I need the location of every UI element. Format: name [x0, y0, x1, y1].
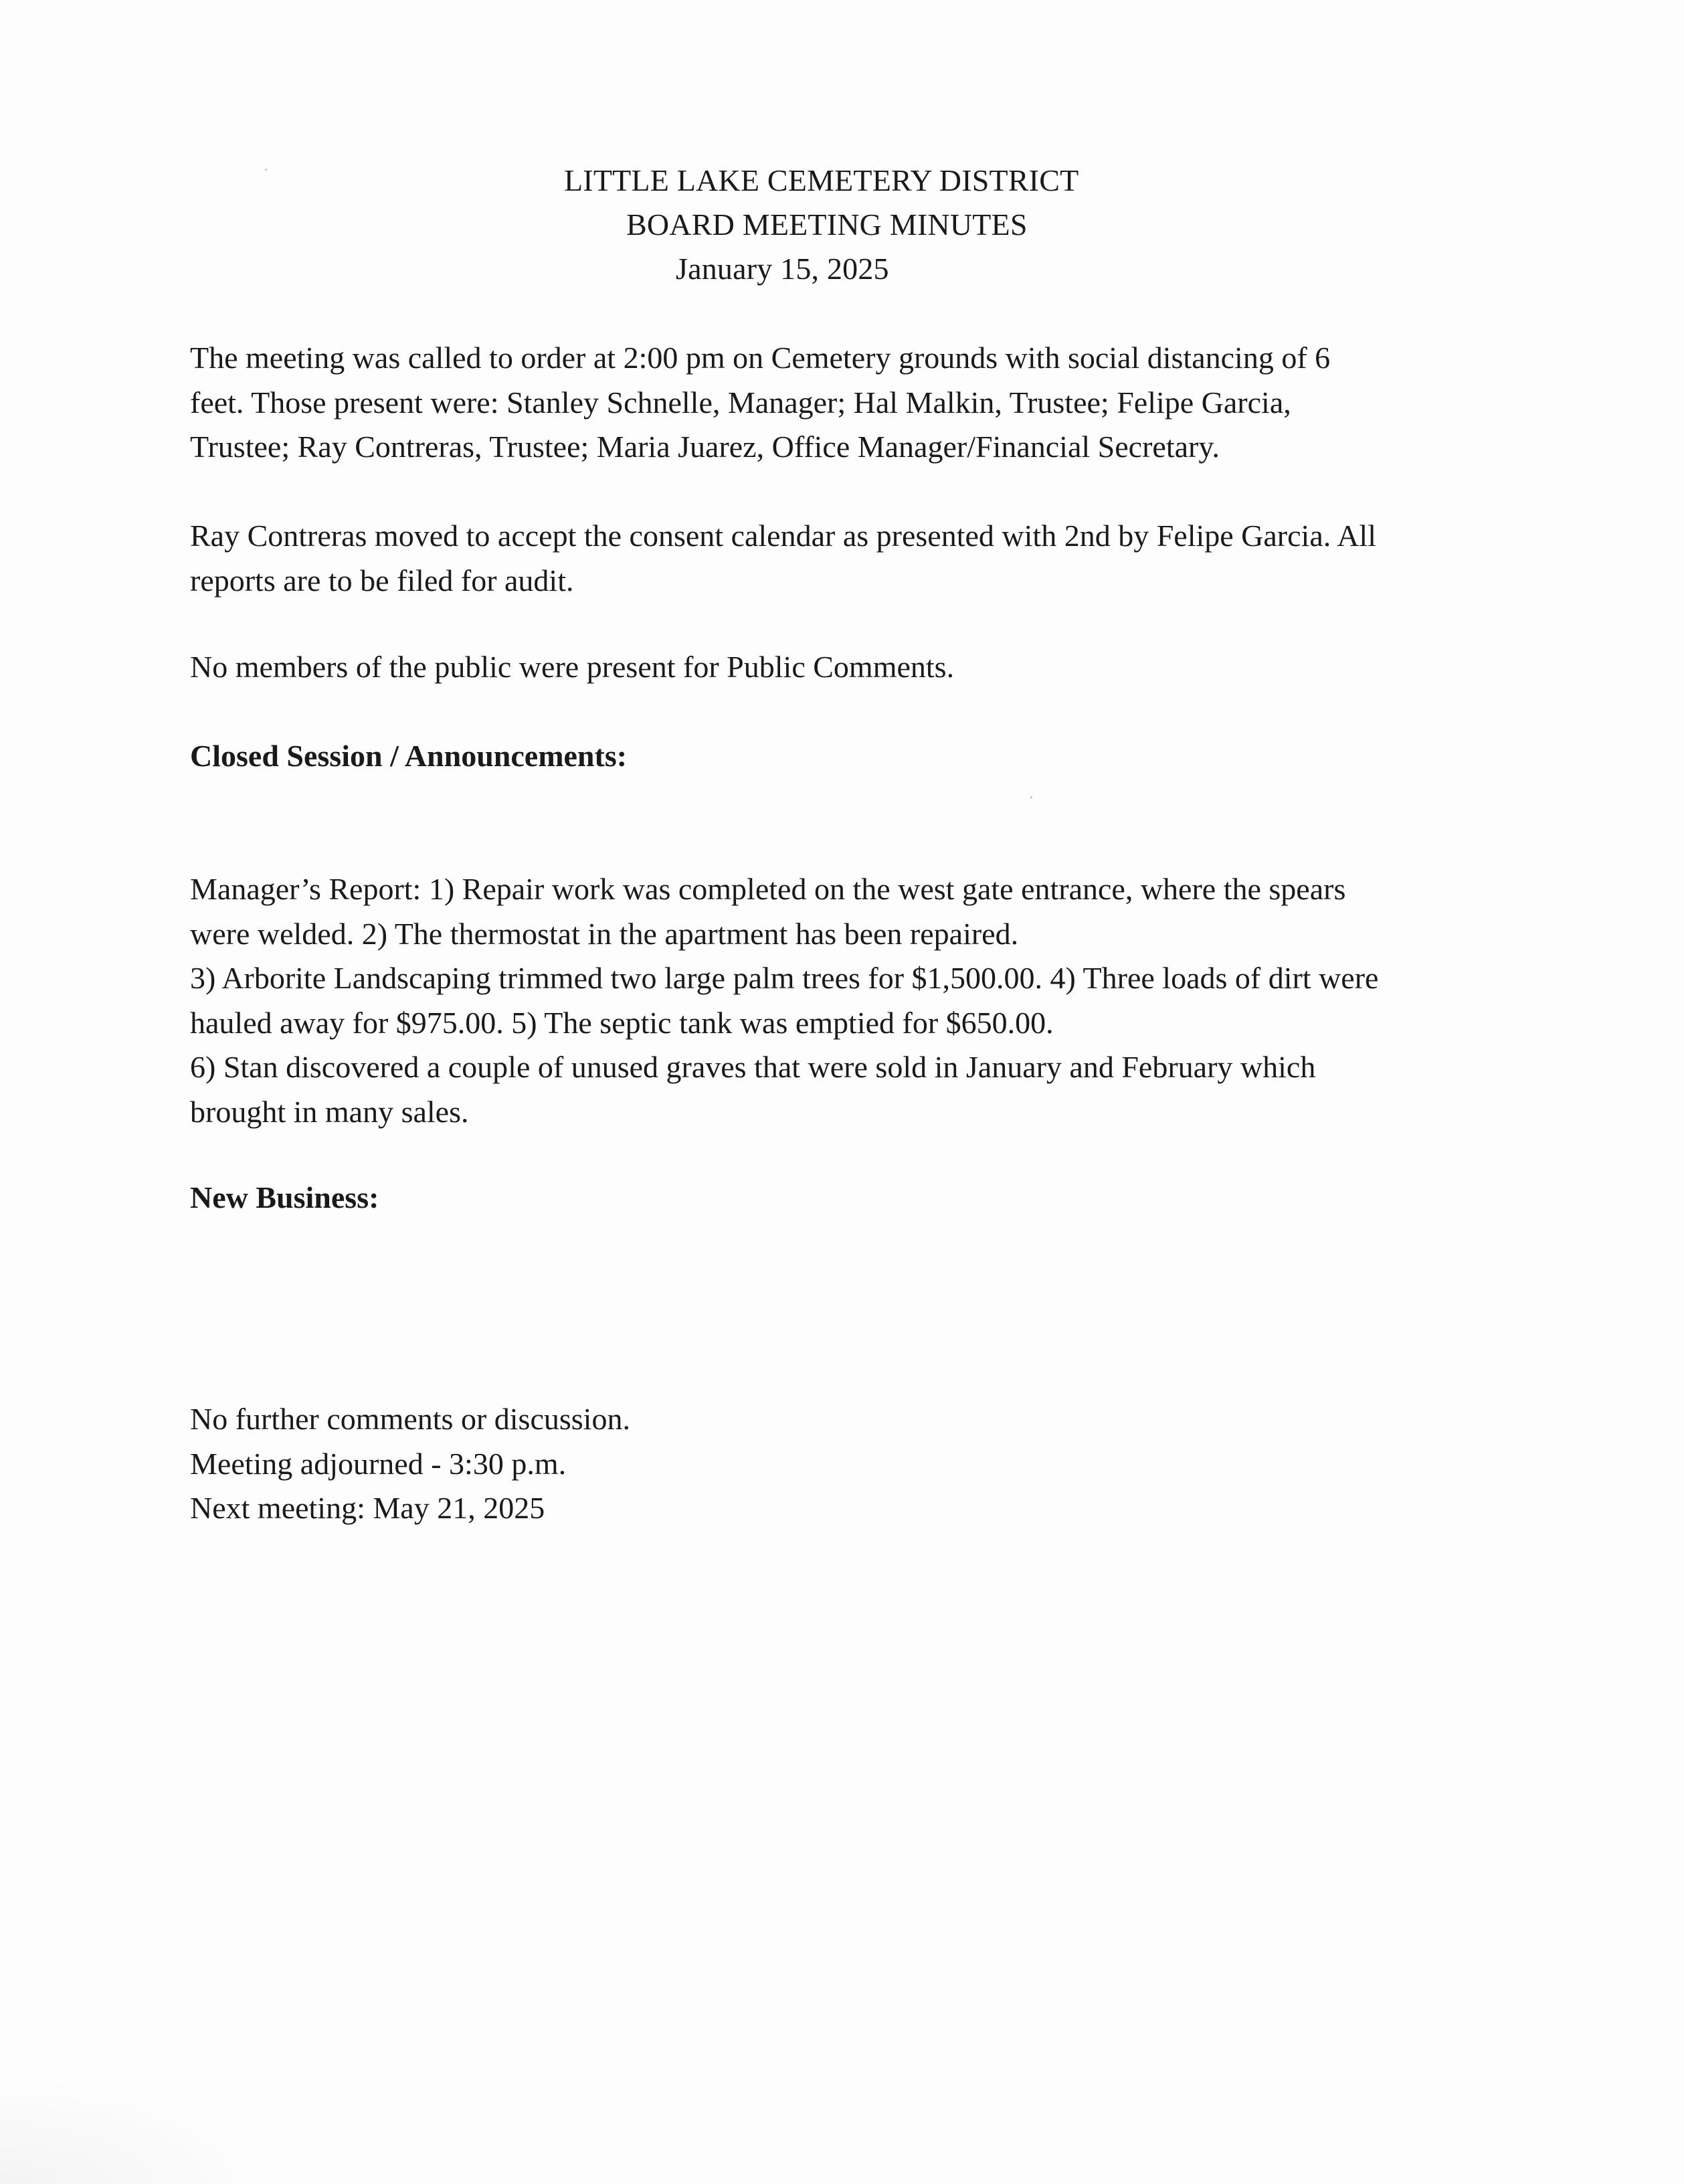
- scan-shadow: [0, 2077, 281, 2184]
- paragraph-line: Trustee; Ray Contreras, Trustee; Maria Juarez, Office Manager/Financial Secretary.: [190, 430, 1220, 464]
- paragraph-line: feet. Those present were: Stanley Schnelle, Manager; Hal Malkin, Trustee; Felipe Garcia,: [190, 385, 1291, 420]
- paragraph-line: 6) Stan discovered a couple of unused graves that were sold in January and February which: [190, 1050, 1316, 1084]
- closed-session-heading: Closed Session / Announcements:: [190, 739, 628, 773]
- paragraph-line: Next meeting: May 21, 2025: [190, 1491, 545, 1525]
- managers-report-paragraph: [190, 867, 1378, 1134]
- scan-speck: [265, 169, 267, 171]
- paragraph-line: hauled away for $975.00. 5) The septic tank was emptied for $650.00.: [190, 1005, 1054, 1040]
- paragraph-line: Meeting adjourned - 3:30 p.m.: [190, 1446, 567, 1481]
- paragraph-line: reports are to be filed for audit.: [190, 563, 574, 598]
- paragraph-line: brought in many sales.: [190, 1094, 469, 1129]
- paragraph-line: were welded. 2) The thermostat in the apartment has been repaired.: [190, 916, 1019, 951]
- document-title: BOARD MEETING MINUTES: [626, 207, 1028, 242]
- meeting-date: January 15, 2025: [676, 252, 889, 286]
- new-business-heading: New Business:: [190, 1180, 379, 1214]
- organization-name: LITTLE LAKE CEMETERY DISTRICT: [564, 163, 1079, 197]
- public-comments-paragraph: [190, 645, 954, 690]
- paragraph-line: Manager’s Report: 1) Repair work was completed on the west gate entrance, where the spears: [190, 872, 1346, 906]
- scan-speck: [1030, 796, 1032, 798]
- paragraph-line: Ray Contreras moved to accept the consent calendar as presented with 2nd by Felipe Garcia. All: [190, 519, 1376, 553]
- paragraph-line: 3) Arborite Landscaping trimmed two large palm trees for $1,500.00. 4) Three loads of dirt were: [190, 961, 1379, 995]
- paragraph-line: No members of the public were present for Public Comments.: [190, 650, 955, 684]
- consent-calendar-paragraph: [190, 514, 1376, 603]
- paragraph-line: The meeting was called to order at 2:00 pm on Cemetery grounds with social distancing of 6: [190, 341, 1331, 375]
- call-to-order-paragraph: [190, 336, 1330, 470]
- paragraph-line: No further comments or discussion.: [190, 1402, 630, 1436]
- closing-paragraph: [190, 1397, 630, 1531]
